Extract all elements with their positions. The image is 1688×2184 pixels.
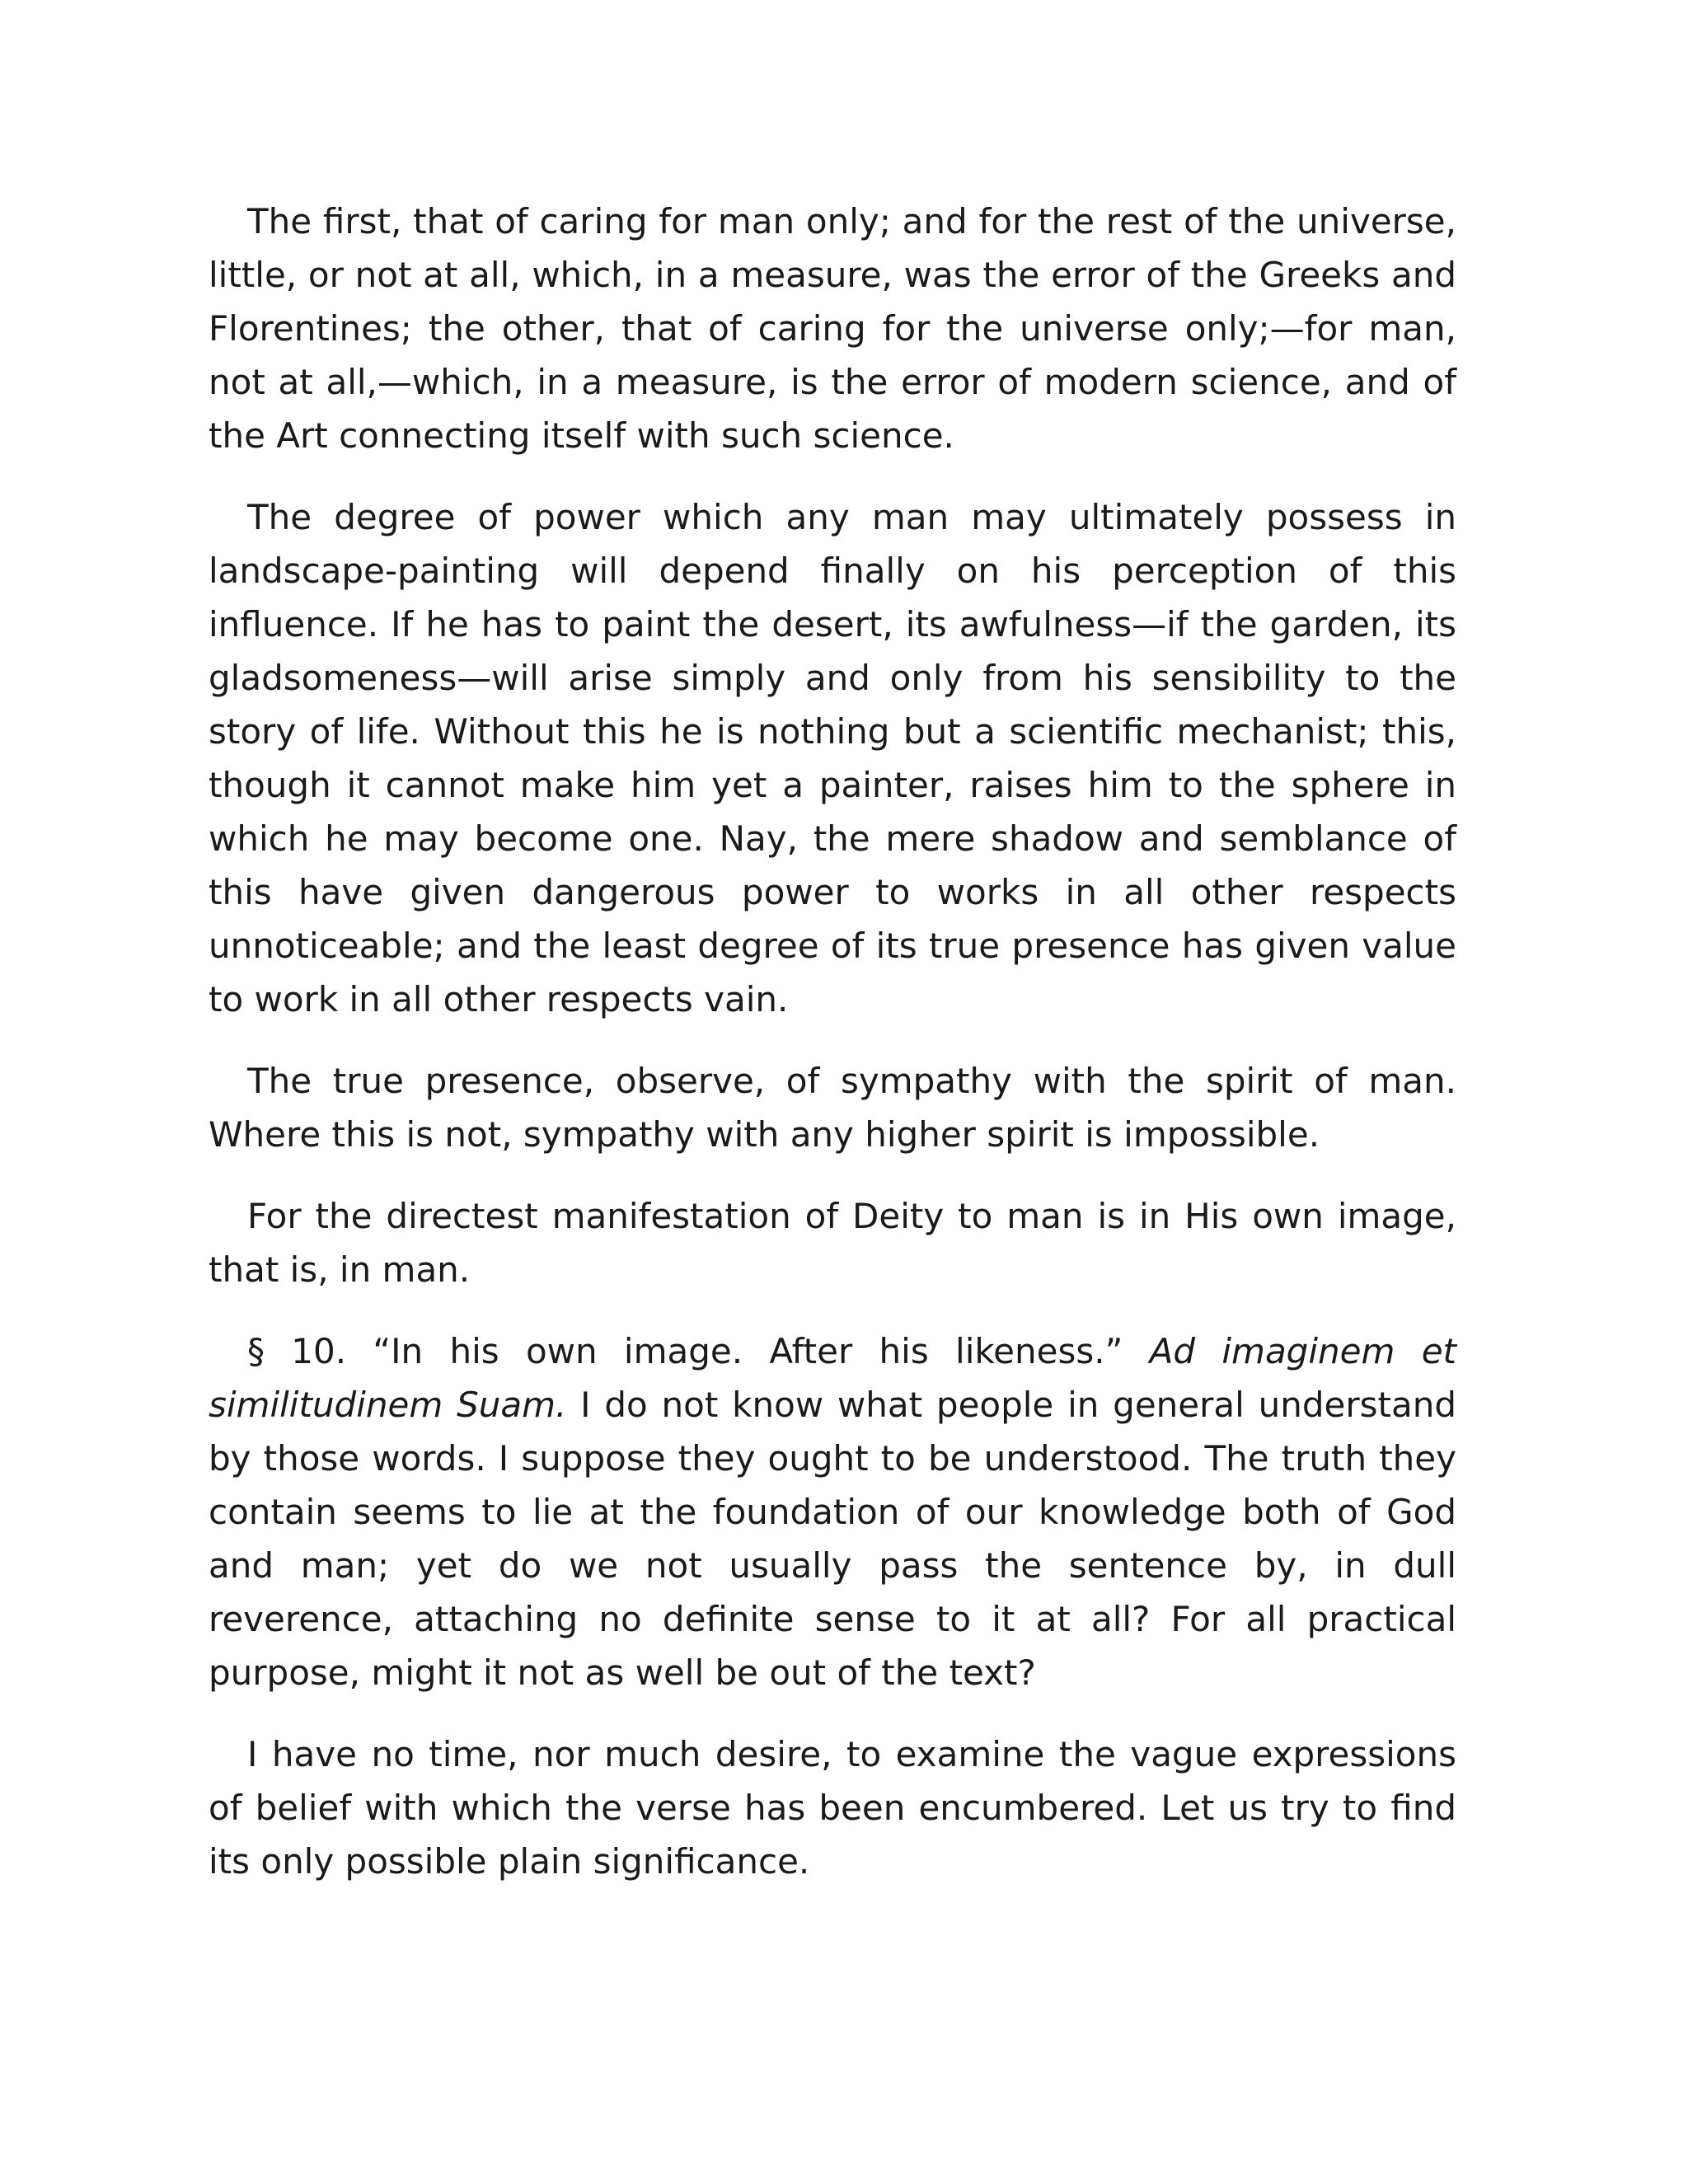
paragraph-landscape-painting: The degree of power which any man may ultimately possess in landscape-painting will depend finally on his perception of this influence. If he has to paint the desert, its awfulness—if the garden, its gladsomeness—will arise simply and only from his sensibility to the story of life. Without this he is nothing but a scientific mechanist; this, though it cannot make him yet a painter, raises him to the sphere in which he may become one. Nay, the mere shadow and semblance of this have given dangerous power to works in all other respects unnoticeable; and the least degree of its true presence has given value to work in all other respects vain.: [209, 497, 1456, 1019]
paragraph-closing: I have no time, nor much desire, to examine the vague expressions of belief with which the verse has been encumbered. Let us try to find its only possible plain significance.: [209, 1734, 1456, 1882]
paragraph-manifestation-of-deity: For the directest manifestation of Deity to man is in His own image, that is, in man.: [209, 1196, 1456, 1290]
section-10-rest: I do not know what people in general understand by those words. I suppose they ought to be understood. The truth they contain seems to lie at the foundation of our knowledge both of God and man; yet do we not usually pass the sentence by, in dull reverence, attaching no definite sense to it at all? For all practical purpose, might it not as well be out of the text?: [209, 1385, 1456, 1693]
paragraph-true-presence: The true presence, observe, of sympathy with the spirit of man. Where this is not, sympathy with any higher spirit is impossible.: [209, 1061, 1456, 1155]
section-10-lead: § 10. “In his own image. After his likeness.”: [247, 1331, 1150, 1371]
latin-quotation: Ad imaginem et similitudinem Suam.: [209, 1331, 1456, 1425]
document-page: [209, 194, 1456, 1888]
paragraph-error-of-greeks: The first, that of caring for man only; and for the rest of the universe, little, or not at all, which, in a measure, was the error of the Greeks and Florentines; the other, that of caring for the universe only;—for man, not at all,—which, in a measure, is the error of modern science, and of the Art connecting itself with such science.: [209, 201, 1456, 456]
paragraph-section-10: [209, 1324, 1456, 1699]
